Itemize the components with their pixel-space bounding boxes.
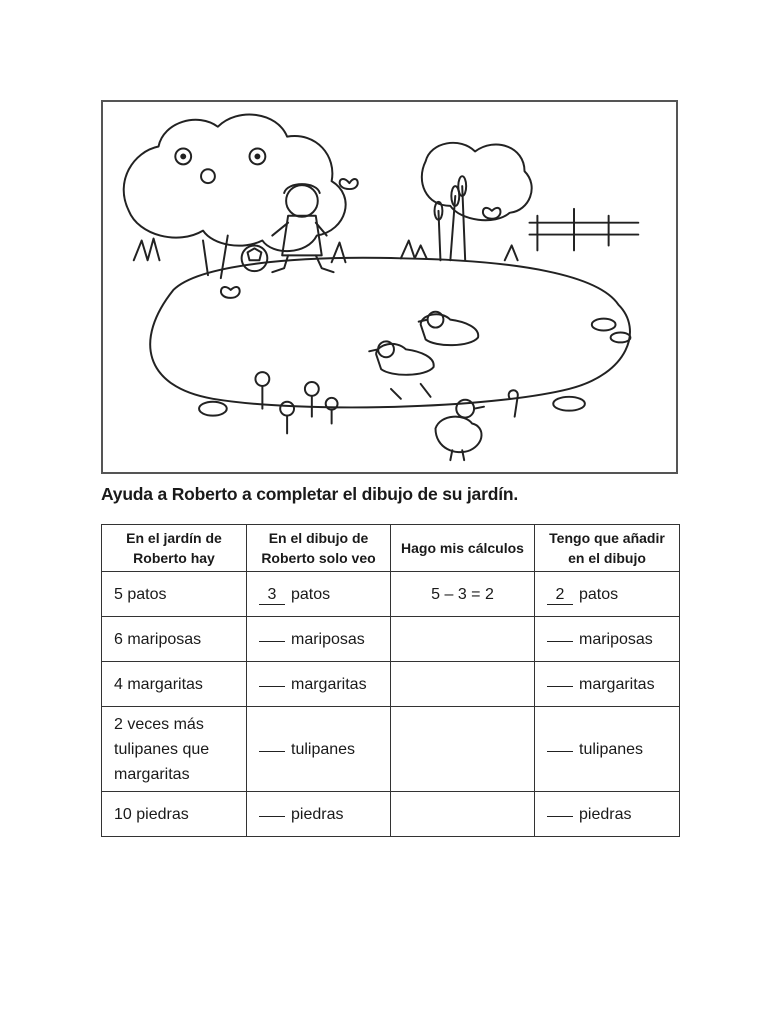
cell-anadir <box>535 662 680 707</box>
cell-item: patos <box>291 585 331 603</box>
header-dibujo: En el dibujo de Roberto solo veo <box>247 525 391 572</box>
answer-blank[interactable] <box>547 672 573 687</box>
table-row <box>102 617 680 662</box>
answer-blank[interactable] <box>259 627 285 642</box>
header-jardin: En el jardín de Roberto hay <box>102 525 247 572</box>
cell-anadir <box>535 617 680 662</box>
cell-calculo[interactable] <box>391 792 535 837</box>
cell-item: piedras <box>291 805 344 823</box>
cell-anadir <box>535 707 680 792</box>
cell-item: tulipanes <box>291 740 356 758</box>
cell-item: mariposas <box>291 630 365 648</box>
cell-hay: 2 veces más tulipanes que margaritas <box>102 707 247 792</box>
garden-illustration <box>101 100 678 474</box>
cell-item: patos <box>579 585 619 603</box>
table-row <box>102 662 680 707</box>
cell-item: tulipanes <box>579 740 644 758</box>
cell-hay: 6 mariposas <box>102 617 247 662</box>
cell-hay: 5 patos <box>102 572 247 617</box>
cell-anadir <box>535 572 680 617</box>
header-calculos: Hago mis cálculos <box>391 525 535 572</box>
cell-calculo[interactable]: 5 – 3 = 2 <box>391 572 535 617</box>
answer-blank[interactable] <box>259 802 285 817</box>
table-row <box>102 792 680 837</box>
cell-veo <box>247 617 391 662</box>
answer-blank[interactable] <box>547 627 573 642</box>
cell-calculo[interactable] <box>391 707 535 792</box>
cell-hay: 4 margaritas <box>102 662 247 707</box>
cell-veo <box>247 707 391 792</box>
answer-blank[interactable] <box>547 737 573 752</box>
cell-item: mariposas <box>579 630 653 648</box>
table-row <box>102 572 680 617</box>
cell-anadir <box>535 792 680 837</box>
table-header-row <box>102 525 680 572</box>
instruction-text: Ayuda a Roberto a completar el dibujo de su jardín. <box>101 484 519 504</box>
answer-blank[interactable] <box>259 737 285 752</box>
answer-blank[interactable] <box>259 672 285 687</box>
answer-blank[interactable]: 3 <box>259 586 285 605</box>
cell-item: piedras <box>579 805 632 823</box>
cell-item: margaritas <box>579 675 655 693</box>
cell-veo <box>247 572 391 617</box>
garden-pond-scene-icon <box>103 102 676 472</box>
cell-hay: 10 piedras <box>102 792 247 837</box>
header-anadir: Tengo que añadir en el dibujo <box>535 525 680 572</box>
cell-item: margaritas <box>291 675 367 693</box>
cell-calculo[interactable] <box>391 662 535 707</box>
cell-veo <box>247 792 391 837</box>
table-row <box>102 707 680 792</box>
answer-blank[interactable] <box>547 802 573 817</box>
cell-calculo[interactable] <box>391 617 535 662</box>
answer-blank[interactable]: 2 <box>547 586 573 605</box>
cell-veo <box>247 662 391 707</box>
worksheet-table <box>101 524 680 837</box>
